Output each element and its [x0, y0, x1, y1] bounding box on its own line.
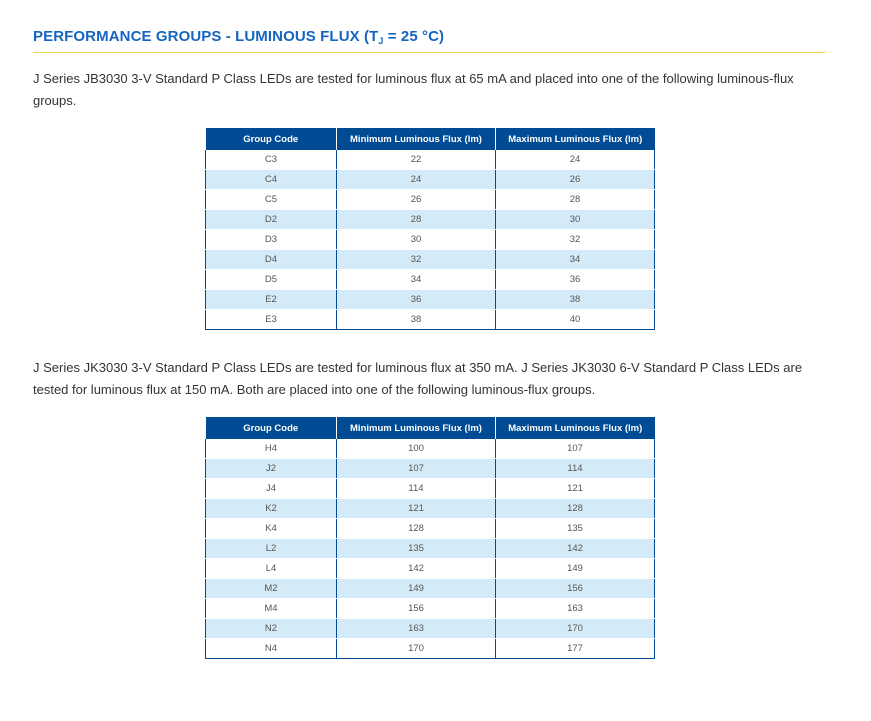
cell-group-code: J2 — [206, 459, 337, 479]
cell-group-code: M2 — [206, 579, 337, 599]
table-row — [206, 230, 655, 250]
cell-max-flux: 142 — [496, 539, 655, 559]
cell-group-code: L2 — [206, 539, 337, 559]
table-header-row — [206, 128, 655, 150]
table-body — [206, 150, 655, 330]
table-row — [206, 499, 655, 519]
table-row — [206, 290, 655, 310]
cell-min-flux: 100 — [337, 439, 496, 459]
cell-group-code: E2 — [206, 290, 337, 310]
cell-max-flux: 135 — [496, 519, 655, 539]
cell-group-code: K4 — [206, 519, 337, 539]
header-group-code: Group Code — [206, 128, 337, 150]
cell-min-flux: 107 — [337, 459, 496, 479]
table-row — [206, 150, 655, 170]
table-row — [206, 599, 655, 619]
cell-group-code: D5 — [206, 270, 337, 290]
cell-group-code: M4 — [206, 599, 337, 619]
cell-max-flux: 40 — [496, 310, 655, 330]
table-row — [206, 210, 655, 230]
table-row — [206, 459, 655, 479]
cell-max-flux: 128 — [496, 499, 655, 519]
cell-min-flux: 36 — [337, 290, 496, 310]
table-row — [206, 270, 655, 290]
cell-max-flux: 121 — [496, 479, 655, 499]
cell-group-code: D3 — [206, 230, 337, 250]
intro-paragraph-1: J Series JB3030 3-V Standard P Class LEDs are tested for luminous flux at 65 mA and placed into one of the following luminous-flux groups. — [33, 71, 794, 108]
cell-min-flux: 32 — [337, 250, 496, 270]
cell-max-flux: 36 — [496, 270, 655, 290]
cell-group-code: C5 — [206, 190, 337, 210]
cell-max-flux: 32 — [496, 230, 655, 250]
cell-min-flux: 142 — [337, 559, 496, 579]
title-divider — [33, 52, 825, 53]
section-title: PERFORMANCE GROUPS - LUMINOUS FLUX ($T_J = 25$ °C) — [33, 28, 445, 46]
flux-table-jb3030 — [205, 128, 655, 330]
cell-max-flux: 30 — [496, 210, 655, 230]
table-row — [206, 519, 655, 539]
cell-max-flux: 149 — [496, 559, 655, 579]
cell-max-flux: 114 — [496, 459, 655, 479]
cell-min-flux: 135 — [337, 539, 496, 559]
cell-max-flux: 156 — [496, 579, 655, 599]
cell-min-flux: 28 — [337, 210, 496, 230]
cell-min-flux: 38 — [337, 310, 496, 330]
table-row — [206, 190, 655, 210]
header-max-flux: Maximum Luminous Flux (lm) — [496, 128, 655, 150]
cell-min-flux: 30 — [337, 230, 496, 250]
cell-group-code: C4 — [206, 170, 337, 190]
table-row — [206, 479, 655, 499]
cell-min-flux: 34 — [337, 270, 496, 290]
cell-max-flux: 34 — [496, 250, 655, 270]
cell-group-code: D4 — [206, 250, 337, 270]
cell-group-code: H4 — [206, 439, 337, 459]
cell-group-code: C3 — [206, 150, 337, 170]
cell-group-code: J4 — [206, 479, 337, 499]
cell-min-flux: 128 — [337, 519, 496, 539]
table-row — [206, 170, 655, 190]
table-body — [206, 439, 655, 659]
cell-min-flux: 114 — [337, 479, 496, 499]
cell-min-flux: 163 — [337, 619, 496, 639]
table-row — [206, 559, 655, 579]
cell-min-flux: 22 — [337, 150, 496, 170]
flux-table-jk3030 — [205, 417, 655, 659]
cell-min-flux: 121 — [337, 499, 496, 519]
title-subscript: J — [378, 36, 384, 46]
header-group-code: Group Code — [206, 417, 337, 439]
cell-max-flux: 170 — [496, 619, 655, 639]
cell-min-flux: 24 — [337, 170, 496, 190]
table-row — [206, 579, 655, 599]
cell-min-flux: 156 — [337, 599, 496, 619]
table-row — [206, 619, 655, 639]
intro-paragraph-2: J Series JK3030 3-V Standard P Class LEDs are tested for luminous flux at 350 mA. J Series JK3030 6-V Standard P Class LEDs are tested for luminous flux at 150 mA. Both are placed into one of the following luminous-flux groups. — [33, 360, 803, 397]
cell-group-code: L4 — [206, 559, 337, 579]
header-min-flux: Minimum Luminous Flux (lm) — [337, 417, 496, 439]
table-row — [206, 439, 655, 459]
table-row — [206, 639, 655, 659]
cell-max-flux: 28 — [496, 190, 655, 210]
cell-max-flux: 26 — [496, 170, 655, 190]
cell-max-flux: 38 — [496, 290, 655, 310]
cell-group-code: D2 — [206, 210, 337, 230]
cell-min-flux: 170 — [337, 639, 496, 659]
cell-max-flux: 107 — [496, 439, 655, 459]
table-row — [206, 250, 655, 270]
table-row — [206, 310, 655, 330]
cell-group-code: K2 — [206, 499, 337, 519]
header-min-flux: Minimum Luminous Flux (lm) — [337, 128, 496, 150]
cell-max-flux: 24 — [496, 150, 655, 170]
cell-group-code: E3 — [206, 310, 337, 330]
table-header-row — [206, 417, 655, 439]
cell-group-code: N2 — [206, 619, 337, 639]
cell-max-flux: 177 — [496, 639, 655, 659]
header-max-flux: Maximum Luminous Flux (lm) — [496, 417, 655, 439]
cell-min-flux: 26 — [337, 190, 496, 210]
cell-min-flux: 149 — [337, 579, 496, 599]
cell-group-code: N4 — [206, 639, 337, 659]
cell-max-flux: 163 — [496, 599, 655, 619]
table-row — [206, 539, 655, 559]
